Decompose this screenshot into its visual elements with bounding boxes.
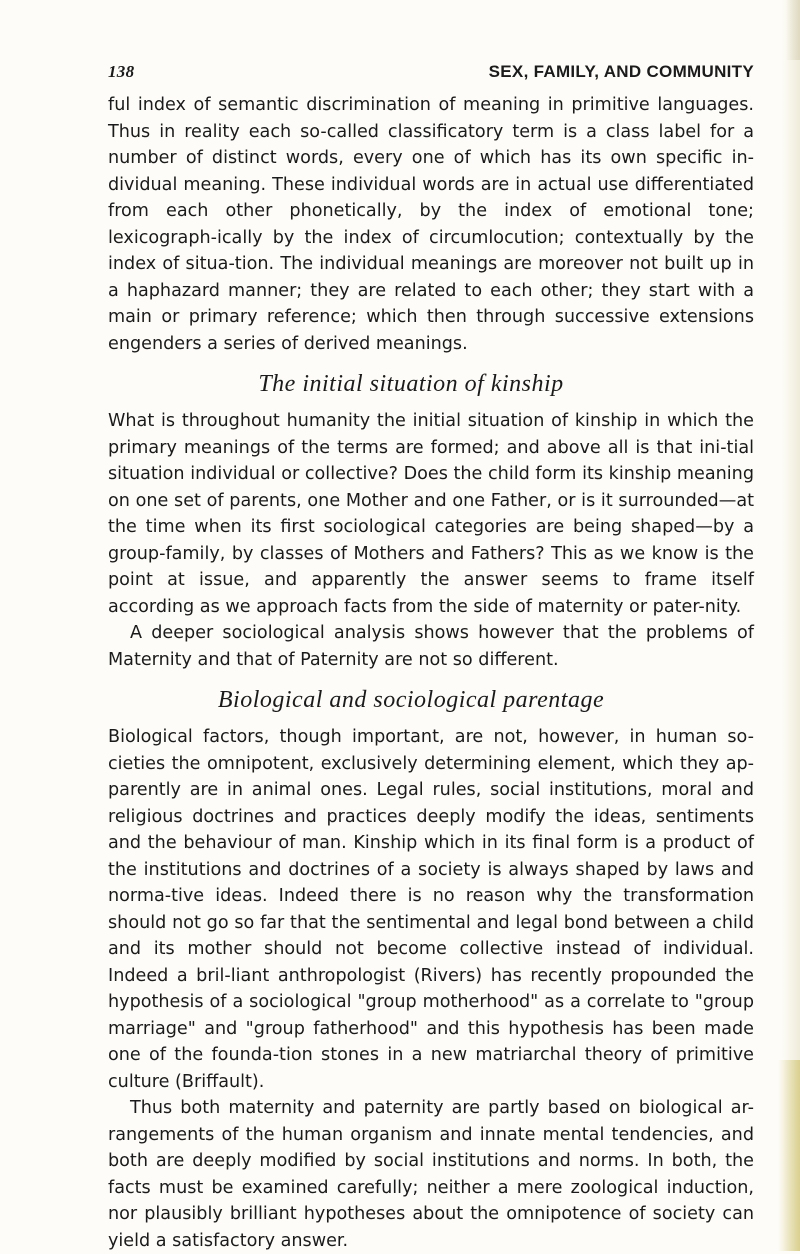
- paragraph-5: Thus both maternity and paternity are partly based on biological ar-rangements of the human organism and innate mental tendencies, and both are deeply modified by social institutions and norms. In both, the facts must be examined carefully; neither a mere zoological induction, nor plausibly brilliant hypotheses about the omnipotence of society can yield a satisfactory answer.: [108, 1098, 754, 1251]
- book-page: [108, 62, 754, 1254]
- running-head: [108, 62, 754, 92]
- section-heading-initial-situation: The initial situation of kinship: [258, 371, 564, 397]
- paragraph-2: What is throughout humanity the initial situation of kinship in which the primary meanings of the terms are formed; and above all is that ini-tial situation individual or collective? Does the child form its kinship meaning on one set of parents, one Mother and one Father, or is it surrounded—at the time when its first sociological categories are being shaped—by a group-family, by classes of Mothers and Fathers? This as we know is the point at issue, and apparently the answer seems to frame itself according as we approach facts from the side of maternity or pater-nity.: [108, 411, 754, 617]
- paragraph-4: Biological factors, though important, are not, however, in human so-cieties the omnipotent, exclusively determining element, which they ap-parently are in animal ones. Legal rules, social institutions, moral and religious doctrines and practices deeply modify the ideas, sentiments and the behaviour of man. Kinship which in its final form is a product of the institutions and doctrines of a society is always shaped by laws and norma-tive ideas. Indeed there is no reason why the transformation should not go so far that the sentimental and legal bond between a child and its mother should not become collective instead of individual. Indeed a bril-liant anthropologist (Rivers) has recently propounded the hypothesis of a sociological "group motherhood" as a correlate to "group marriage" and "group fatherhood" and this hypothesis has been made one of the founda-tion stones in a new matriarchal theory of primitive culture (Briffault).: [108, 727, 754, 1092]
- section-heading-parentage: Biological and sociological parentage: [217, 687, 605, 713]
- running-title: SEX, FAMILY, AND COMMUNITY: [488, 62, 754, 81]
- page-number: 138: [108, 62, 135, 81]
- paragraph-3: A deeper sociological analysis shows however that the problems of Maternity and that of Paternity are not so different.: [108, 623, 754, 670]
- page-edge-stain: [778, 1060, 800, 1251]
- paragraph-1: ful index of semantic discrimination of meaning in primitive languages. Thus in reality each so-called classificatory term is a class label for a number of distinct words, every one of which has its own specific in-dividual meaning. These individual words are in actual use differentiated from each other phonetically, by the index of emotional tone; lexicograph-ically by the index of circumlocution; contextually by the index of situa-tion. The individual meanings are moreover not built up in a haphazard manner; they are related to each other; they start with a main or primary reference; which then through successive extensions engenders a series of derived meanings.: [108, 95, 754, 354]
